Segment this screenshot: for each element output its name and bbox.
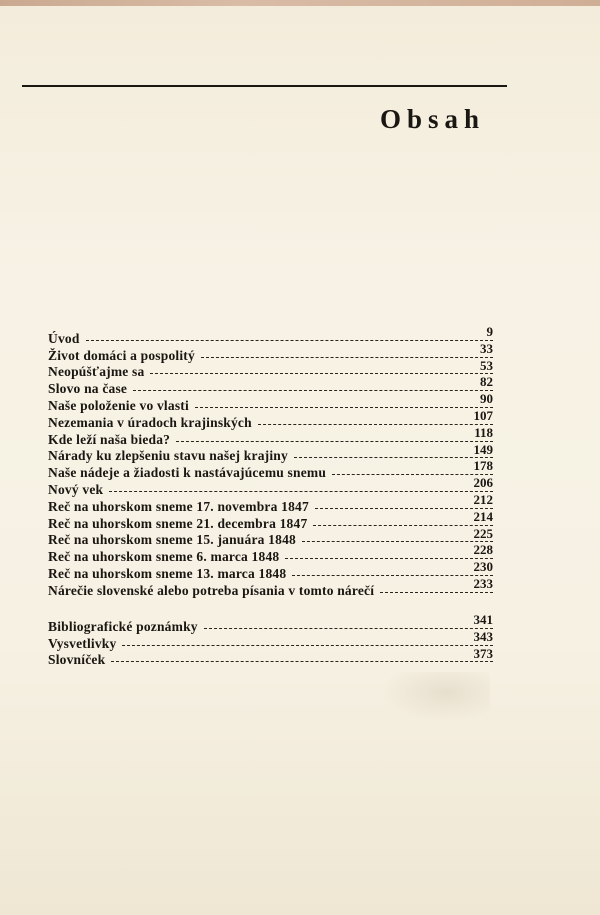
toc-leader [204, 628, 493, 629]
toc-entry-label: Naše položenie vo vlasti [48, 397, 189, 413]
toc-main-list [48, 324, 493, 599]
toc-page-number: 373 [473, 645, 493, 661]
toc-entry-label: Vysvetlivky [48, 635, 117, 651]
toc-entry-label: Bibliografické poznámky [48, 618, 198, 634]
toc-entry [48, 575, 493, 599]
header-rule [22, 85, 507, 87]
toc-leader [292, 575, 493, 576]
toc-leader [86, 340, 493, 341]
toc-page-number: 107 [473, 407, 493, 423]
toc-entry-label: Neopúšťajme sa [48, 364, 145, 380]
toc-leader [258, 424, 493, 425]
toc-page-number: 206 [473, 475, 493, 491]
toc-entry [48, 424, 493, 448]
page-top-edge [0, 0, 600, 6]
toc-entry-label: Reč na uhorskom sneme 21. decembra 1847 [48, 515, 308, 531]
toc-page-number: 233 [473, 575, 493, 591]
toc-entry [48, 475, 493, 498]
toc-page-number: 343 [473, 628, 493, 644]
toc-entry [48, 357, 493, 381]
toc-entry-label: Slovníček [48, 652, 106, 668]
toc-entry-label: Nárečie slovenské alebo potreba písania v tomto nárečí [48, 582, 375, 598]
toc-entry [48, 391, 493, 414]
toc-page-number: 341 [473, 612, 493, 627]
toc-entry-label: Slovo na čase [48, 381, 128, 397]
toc-leader [201, 357, 493, 358]
toc-entry [48, 628, 493, 652]
toc-entry-label: Reč na uhorskom sneme 17. novembra 1847 [48, 498, 309, 514]
toc-entry [48, 441, 493, 465]
toc-entry-label: Nový vek [48, 481, 104, 497]
toc-entry [48, 458, 493, 481]
toc-page-number: 178 [473, 458, 493, 474]
toc-page-number: 149 [473, 441, 493, 457]
toc-entry [48, 525, 493, 549]
toc-entry-label: Reč na uhorskom sneme 13. marca 1848 [48, 565, 287, 581]
toc-entry-label: Reč na uhorskom sneme 6. marca 1848 [48, 549, 280, 565]
toc-entry [48, 612, 493, 635]
toc-entry [48, 340, 493, 364]
toc-page-number: 225 [473, 525, 493, 541]
toc-leader [109, 491, 493, 492]
toc-entry-label: Život domáci a pospolitý [48, 347, 195, 363]
toc-entry-label: Úvod [48, 330, 80, 346]
toc-page-number: 228 [473, 542, 493, 558]
toc-leader [122, 645, 493, 646]
toc-entry [48, 645, 493, 669]
toc-leader [133, 390, 493, 391]
toc-page-number: 230 [473, 559, 493, 575]
toc-page-number: 90 [480, 391, 493, 407]
toc-entry [48, 491, 493, 515]
toc-leader [285, 558, 493, 559]
toc-page-number: 118 [474, 424, 493, 440]
toc-leader [150, 373, 493, 374]
toc-page-number: 214 [473, 508, 493, 524]
toc-page-number: 53 [480, 357, 493, 373]
toc-entry-label: Reč na uhorskom sneme 15. januára 1848 [48, 532, 296, 548]
toc-entry-label: Naše nádeje a žiadosti k nastávajúcemu snemu [48, 465, 327, 481]
toc-entry [48, 374, 493, 397]
toc-page-number: 33 [480, 340, 493, 356]
toc-leader [195, 407, 493, 408]
toc-entry [48, 508, 493, 532]
toc-entry [48, 559, 493, 582]
toc-entry-label: Kde leží naša bieda? [48, 431, 171, 447]
toc-entry-label: Nezemania v úradoch krajinských [48, 414, 252, 430]
toc-leader [176, 441, 493, 442]
toc-entry [48, 407, 493, 431]
toc-page-number: 9 [486, 324, 493, 339]
page-title: Obsah [380, 104, 486, 134]
toc-page-number: 212 [473, 491, 493, 507]
toc-entry-label: Nárady ku zlepšeniu stavu našej krajiny [48, 448, 288, 464]
toc-leader [294, 457, 493, 458]
toc-page-number: 82 [480, 374, 493, 390]
toc-entry [48, 542, 493, 565]
toc-entry [48, 324, 493, 347]
toc-leader [111, 661, 493, 662]
toc-appendix-list [48, 612, 493, 668]
paper-stain [380, 672, 490, 722]
